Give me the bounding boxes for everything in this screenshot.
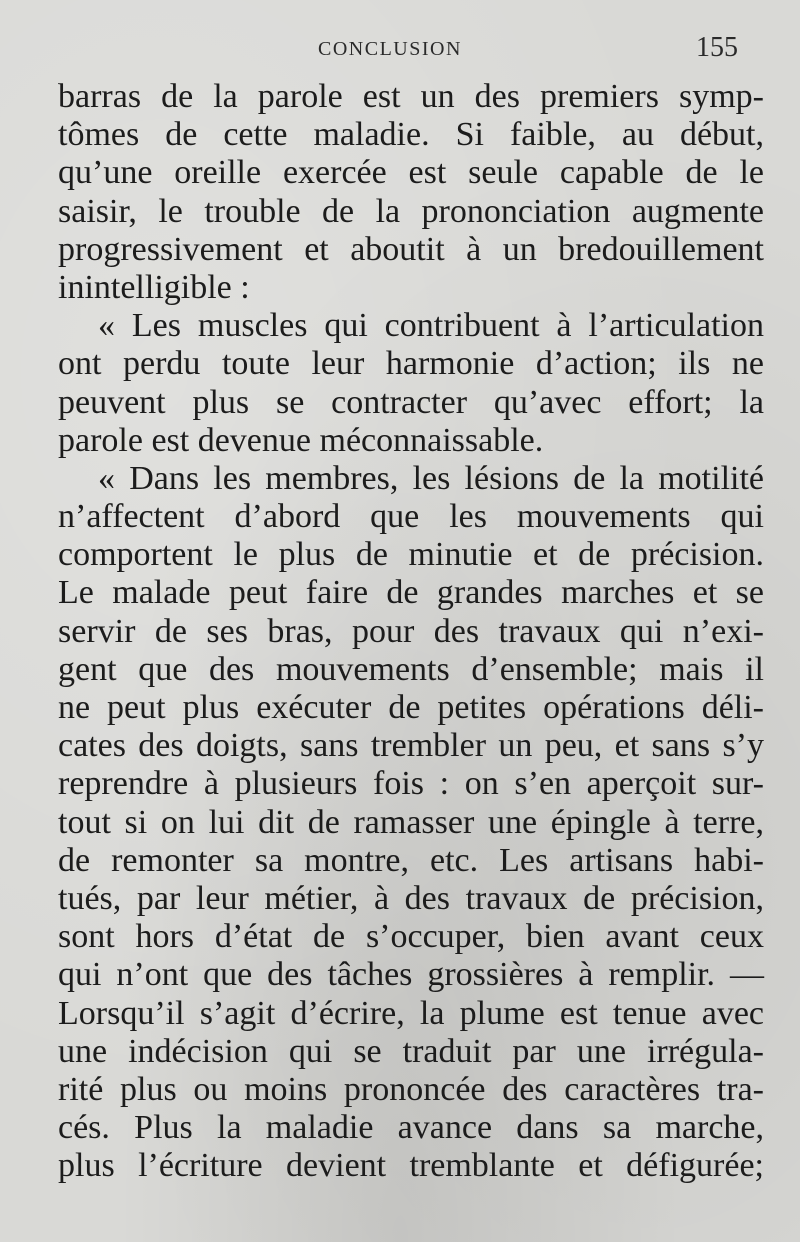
text-line: qu’une oreille exercée est seule capable de le <box>58 154 764 192</box>
text-line: cates des doigts, sans trembler un peu, et sans s’y <box>58 727 764 765</box>
text-line: peuvent plus se contracter qu’avec effort; la <box>58 383 764 421</box>
text-line: « Dans les membres, les lésions de la motilité <box>98 459 764 497</box>
running-head <box>0 30 800 70</box>
text-line: cés. Plus la maladie avance dans sa marche, <box>58 1109 764 1147</box>
text-line: saisir, le trouble de la prononciation augmente <box>58 192 764 230</box>
text-line: gent que des mouvements d’ensemble; mais il <box>58 650 764 688</box>
text-line: une indécision qui se traduit par une irrégula- <box>58 1032 764 1070</box>
text-line: servir de ses bras, pour des travaux qui n’exi- <box>58 612 764 650</box>
text-line: tués, par leur métier, à des travaux de précision, <box>58 879 764 917</box>
text-line: tout si on lui dit de ramasser une épingle à terre, <box>58 803 764 841</box>
text-line: barras de la parole est un des premiers symp- <box>58 78 764 115</box>
text-line: plus l’écriture devient tremblante et défigurée; <box>58 1147 764 1185</box>
text-line: n’affectent d’abord que les mouvements qui <box>58 498 764 536</box>
text-line: de remonter sa montre, etc. Les artisans habi- <box>58 841 764 879</box>
text-line: rité plus ou moins prononcée des caractères tra- <box>58 1070 764 1108</box>
text-line: progressivement et aboutit à un bredouillement <box>58 230 764 268</box>
text-line: qui n’ont que des tâches grossières à remplir. — <box>58 956 764 994</box>
text-line: tômes de cette maladie. Si faible, au début, <box>58 116 764 154</box>
text-line: inintelligible : <box>58 268 250 306</box>
body-text <box>58 78 764 1185</box>
text-line: Le malade peut faire de grandes marches et se <box>58 574 764 612</box>
text-line: sont hors d’état de s’occuper, bien avant ceux <box>58 918 764 956</box>
text-line: « Les muscles qui contribuent à l’articulation <box>98 307 764 345</box>
text-line: reprendre à plusieurs fois : on s’en aperçoit sur- <box>58 765 764 803</box>
running-title: CONCLUSION <box>318 38 462 60</box>
text-line: parole est devenue méconnaissable. <box>58 421 544 459</box>
page-number: 155 <box>696 32 738 63</box>
text-line: comportent le plus de minutie et de précision. <box>58 536 764 574</box>
text-line: ne peut plus exécuter de petites opérations déli- <box>58 689 764 726</box>
text-line: ont perdu toute leur harmonie d’action; ils ne <box>58 345 764 383</box>
text-line: Lorsqu’il s’agit d’écrire, la plume est tenue avec <box>58 994 764 1032</box>
